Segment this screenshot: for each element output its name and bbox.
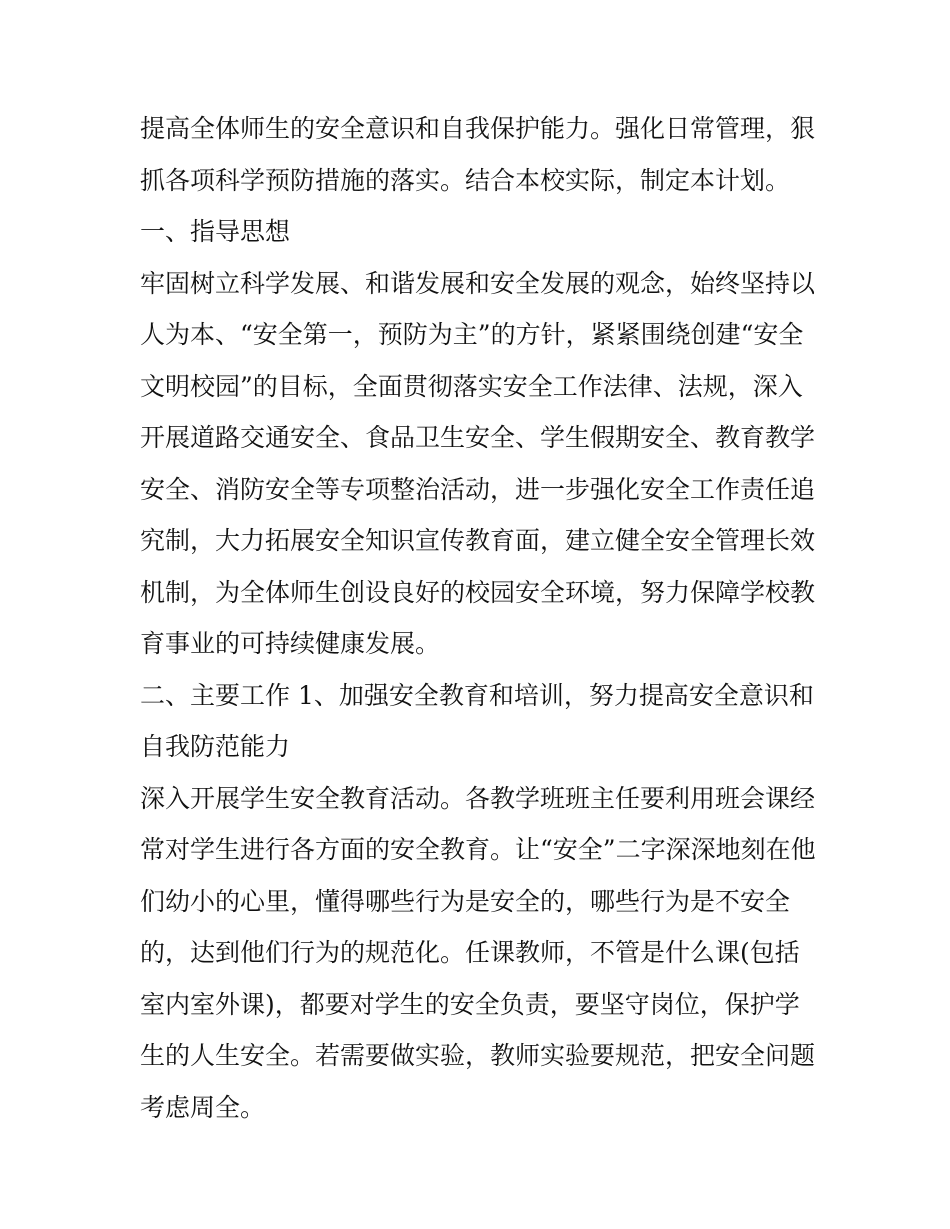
text-line: 牢固树立科学发展、和谐发展和安全发展的观念，始终坚持以	[140, 268, 816, 298]
text-line: 自我防范能力	[140, 732, 291, 761]
text-line: 们幼小的心里，懂得哪些行为是安全的，哪些行为是不安全	[140, 886, 791, 916]
text-line: 安全、消防安全等专项整治活动，进一步强化安全工作责任追	[140, 474, 816, 504]
text-line: 生的人生安全。若需要做实验，教师实验要规范，把安全问题	[140, 1041, 816, 1070]
section-heading: 一、指导思想	[140, 217, 291, 246]
text-line: 的，达到他们行为的规范化。任课教师，不管是什么课(包括	[140, 938, 800, 967]
text-line: 提高全体师生的安全意识和自我保护能力。强化日常管理，狠	[140, 114, 816, 143]
text-line: 抓各项科学预防措施的落实。结合本校实际，制定本计划。	[140, 165, 791, 195]
text-line: 考虑周全。	[140, 1092, 266, 1122]
text-line: 人为本、“安全第一，预防为主”的方针，紧紧围绕创建“安全	[140, 320, 804, 349]
text-line: 育事业的可持续健康发展。	[140, 629, 441, 658]
text-line: 究制，大力拓展安全知识宣传教育面，建立健全安全管理长效	[140, 526, 816, 555]
text-line: 机制，为全体师生创设良好的校园安全环境，努力保障学校教	[140, 577, 816, 607]
text-line: 文明校园”的目标，全面贯彻落实安全工作法律、法规，深入	[140, 371, 803, 401]
section-heading: 二、主要工作 1、加强安全教育和培训，努力提高安全意识和	[140, 680, 814, 710]
text-line: 开展道路交通安全、食品卫生安全、学生假期安全、教育教学	[140, 423, 816, 452]
text-line: 常对学生进行各方面的安全教育。让“安全”二字深深地刻在他	[140, 835, 816, 864]
text-line: 室内室外课)，都要对学生的安全负责，要坚守岗位，保护学	[140, 989, 800, 1019]
document-body	[140, 103, 820, 1133]
text-line: 深入开展学生安全教育活动。各教学班班主任要利用班会课经	[140, 783, 816, 813]
